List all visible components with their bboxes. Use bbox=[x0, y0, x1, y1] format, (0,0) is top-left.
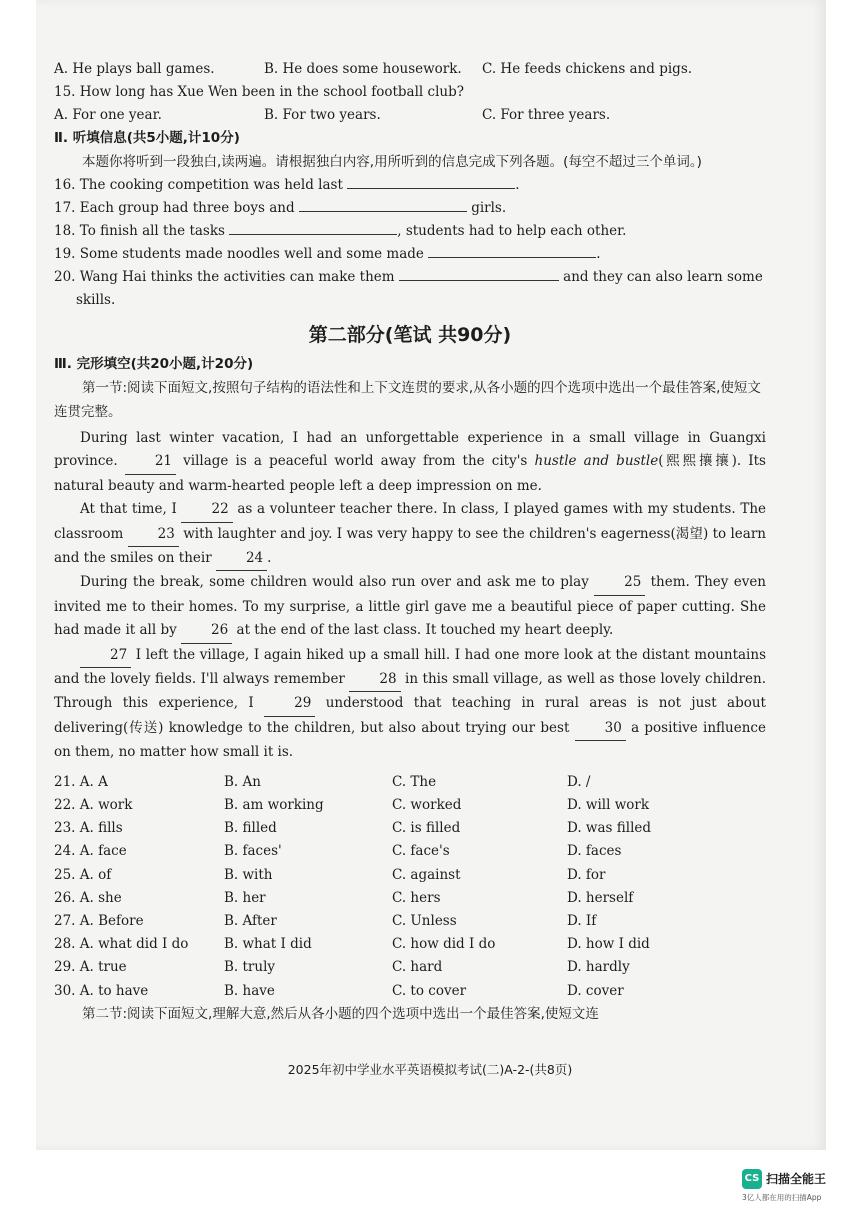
option-25c[interactable]: C. against bbox=[392, 866, 461, 883]
option-21d[interactable]: D. / bbox=[567, 773, 591, 790]
question-20-continued: skills. bbox=[76, 292, 116, 308]
passage-paragraph-2: At that time, I 22 as a volunteer teacher there. In class, I played games with my students. The classroom 23 with laughter and joy. I was very happy to see the children's eagerness(渴望) to learn and the smiles on their 24 . bbox=[54, 498, 766, 571]
q14-options bbox=[54, 58, 766, 81]
option-28c[interactable]: C. how did I do bbox=[392, 936, 496, 953]
blank-26[interactable]: 26 bbox=[181, 619, 232, 643]
option-26a[interactable]: 26. A. she bbox=[54, 889, 122, 906]
section-3-part-2-instruction: 第二节:阅读下面短文,理解大意,然后从各小题的四个选项中选出一个最佳答案,使短文连 bbox=[82, 1005, 599, 1022]
q15-question: 15. How long has Xue Wen been in the school football club? bbox=[54, 84, 464, 100]
answer-blank[interactable] bbox=[399, 266, 559, 281]
option-c: C. For three years. bbox=[482, 107, 611, 123]
option-c: C. He feeds chickens and pigs. bbox=[482, 61, 693, 77]
option-22b[interactable]: B. am working bbox=[224, 796, 324, 813]
option-22d[interactable]: D. will work bbox=[567, 796, 650, 813]
blank-23[interactable]: 23 bbox=[128, 523, 179, 547]
option-29a[interactable]: 29. A. true bbox=[54, 959, 127, 976]
passage-paragraph-4: 27 I left the village, I again hiked up a small hill. I had one more look at the distant mountains and the lovely fields. I'll always remember 28 in this small village, as well as those lovely children. Through this experience, I 29 understood that teaching in rural areas is not just about delivering(传送) knowledge to the children, but also about trying our best 30 a positive influence on them, no matter how small it is. bbox=[54, 644, 766, 765]
option-25d[interactable]: D. for bbox=[567, 866, 606, 883]
option-29b[interactable]: B. truly bbox=[224, 959, 276, 976]
q15-options bbox=[54, 104, 766, 127]
watermark-app-name: 扫描全能王 bbox=[766, 1172, 827, 1186]
option-24b[interactable]: B. faces' bbox=[224, 843, 282, 860]
question-16: 16. The cooking competition was held last . bbox=[54, 174, 766, 197]
option-23d[interactable]: D. was filled bbox=[567, 820, 652, 837]
page-footer: 2025年初中学业水平英语模拟考试(二)A-2-(共8页) bbox=[287, 1062, 573, 1077]
option-26d[interactable]: D. herself bbox=[567, 889, 634, 906]
option-26b[interactable]: B. her bbox=[224, 889, 266, 906]
question-20: 20. Wang Hai thinks the activities can make them and they can also learn some bbox=[54, 266, 766, 289]
blank-27[interactable]: 27 bbox=[80, 644, 131, 668]
part-2-title: 第二部分(笔试 共90分) bbox=[308, 324, 512, 346]
option-29d[interactable]: D. hardly bbox=[567, 959, 630, 976]
option-28b[interactable]: B. what I did bbox=[224, 936, 312, 953]
option-24a[interactable]: 24. A. face bbox=[54, 843, 127, 860]
option-28d[interactable]: D. how I did bbox=[567, 936, 650, 953]
option-a: A. For one year. bbox=[54, 107, 162, 123]
option-25b[interactable]: B. with bbox=[224, 866, 273, 883]
option-30a[interactable]: 30. A. to have bbox=[54, 982, 149, 999]
blank-25[interactable]: 25 bbox=[594, 571, 645, 595]
question-17: 17. Each group had three boys and girls. bbox=[54, 197, 766, 220]
option-22a[interactable]: 22. A. work bbox=[54, 796, 133, 813]
camscanner-logo-icon: CS bbox=[742, 1169, 762, 1189]
option-24c[interactable]: C. face's bbox=[392, 843, 450, 860]
option-25a[interactable]: 25. A. of bbox=[54, 866, 112, 883]
option-27d[interactable]: D. If bbox=[567, 912, 597, 929]
scanner-watermark bbox=[742, 1168, 852, 1203]
passage-paragraph-1: During last winter vacation, I had an unforgettable experience in a small village in Guangxi province. 21 village is a peaceful world away from the city's hustle and bustle(熙熙攘攘). Its natural beauty and warm-hearted people left a deep impression on me. bbox=[54, 430, 766, 494]
option-b: B. He does some housework. bbox=[264, 61, 462, 77]
option-27b[interactable]: B. After bbox=[224, 912, 277, 929]
option-30c[interactable]: C. to cover bbox=[392, 982, 467, 999]
section-2-instruction: 本题你将听到一段独白,读两遍。请根据独白内容,用所听到的信息完成下列各题。(每空不超过三个单词。) bbox=[82, 154, 702, 170]
option-27a[interactable]: 27. A. Before bbox=[54, 912, 144, 929]
section-2-title: Ⅱ. 听填信息(共5小题,计10分) bbox=[54, 130, 240, 146]
section-3-instruction: 第一节:阅读下面短文,按照句子结构的语法性和上下文连贯的要求,从各小题的四个选项中选出一个最佳答案,使短文连贯完整。 bbox=[54, 380, 761, 420]
blank-28[interactable]: 28 bbox=[349, 668, 400, 692]
blank-30[interactable]: 30 bbox=[575, 717, 626, 741]
option-21a[interactable]: 21. A. A bbox=[54, 773, 108, 790]
blank-29[interactable]: 29 bbox=[264, 692, 315, 716]
question-19: 19. Some students made noodles well and some made . bbox=[54, 243, 766, 266]
answer-blank[interactable] bbox=[299, 197, 467, 212]
option-a: A. He plays ball games. bbox=[54, 61, 215, 77]
option-23c[interactable]: C. is filled bbox=[392, 820, 461, 837]
blank-22[interactable]: 22 bbox=[181, 498, 232, 522]
question-18: 18. To finish all the tasks , students had to help each other. bbox=[54, 220, 766, 243]
option-21c[interactable]: C. The bbox=[392, 773, 437, 790]
cloze-options bbox=[54, 771, 766, 1003]
option-28a[interactable]: 28. A. what did I do bbox=[54, 936, 189, 953]
option-30d[interactable]: D. cover bbox=[567, 982, 624, 999]
blank-24[interactable]: 24 bbox=[216, 547, 267, 571]
option-30b[interactable]: B. have bbox=[224, 982, 275, 999]
passage-paragraph-3: During the break, some children would also run over and ask me to play 25 them. They even invited me to their homes. To my surprise, a little girl gave me a beautiful piece of paper cutting. She had made it all by 26 at the end of the last class. It touched my heart deeply. bbox=[54, 571, 766, 643]
answer-blank[interactable] bbox=[347, 174, 515, 189]
watermark-tagline: 3亿人都在用的扫描App bbox=[742, 1192, 822, 1202]
option-23b[interactable]: B. filled bbox=[224, 820, 277, 837]
option-b: B. For two years. bbox=[264, 107, 381, 123]
option-27c[interactable]: C. Unless bbox=[392, 912, 457, 929]
option-22c[interactable]: C. worked bbox=[392, 796, 462, 813]
answer-blank[interactable] bbox=[229, 220, 397, 235]
blank-21[interactable]: 21 bbox=[125, 450, 176, 474]
page-content bbox=[54, 58, 766, 1026]
answer-blank[interactable] bbox=[428, 243, 596, 258]
option-26c[interactable]: C. hers bbox=[392, 889, 441, 906]
section-3-title: Ⅲ. 完形填空(共20小题,计20分) bbox=[54, 356, 254, 372]
option-21b[interactable]: B. An bbox=[224, 773, 261, 790]
option-23a[interactable]: 23. A. fills bbox=[54, 820, 123, 837]
option-24d[interactable]: D. faces bbox=[567, 843, 622, 860]
option-29c[interactable]: C. hard bbox=[392, 959, 443, 976]
